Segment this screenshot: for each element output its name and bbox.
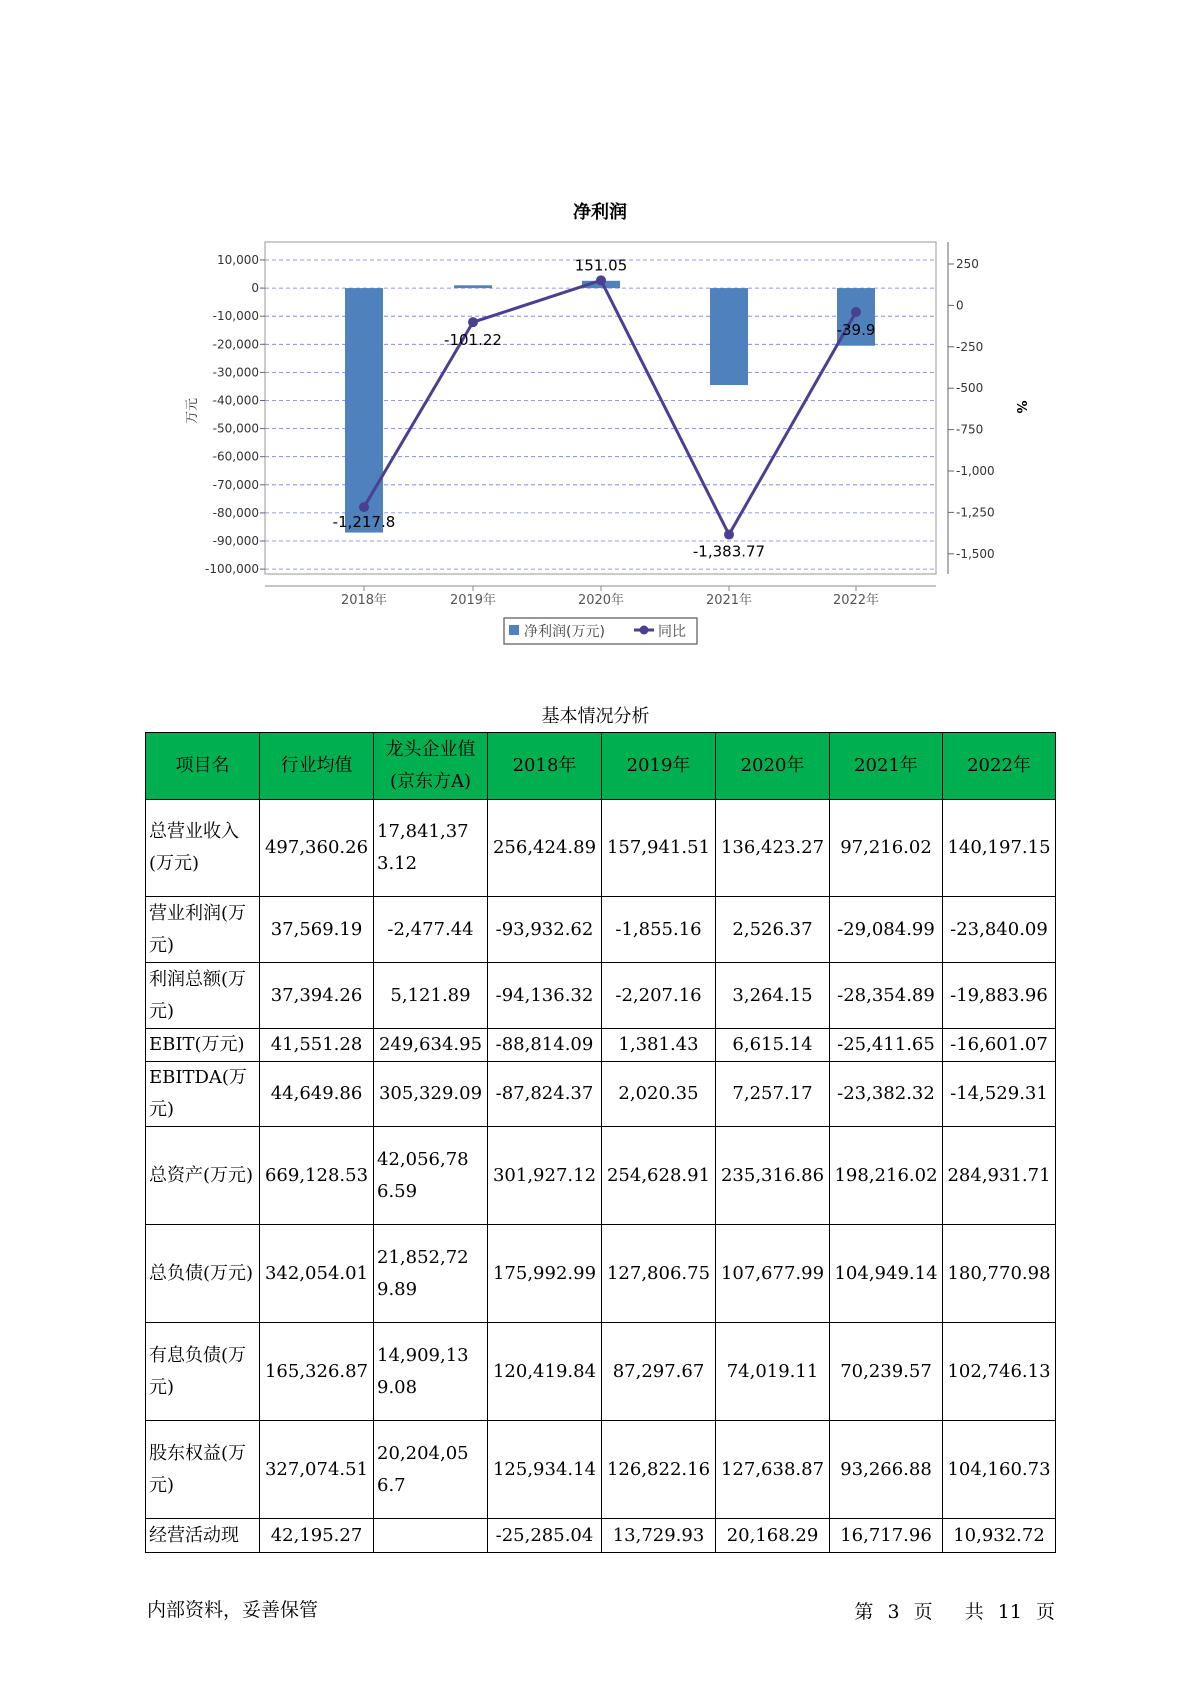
value-cell: 126,822.16 <box>602 1421 716 1519</box>
yoy-point <box>851 307 861 317</box>
table-row <box>146 963 1056 1029</box>
value-cell: -93,932.62 <box>488 897 602 963</box>
row-label-cell: 利润总额(万元) <box>146 963 260 1029</box>
footer-page-indicator <box>854 1597 1055 1624</box>
value-cell: 175,992.99 <box>488 1225 602 1323</box>
right-tick-label: 250 <box>956 257 979 271</box>
value-cell: 198,216.02 <box>830 1127 943 1225</box>
value-cell <box>374 1519 488 1553</box>
row-label-cell: 经营活动现 <box>146 1519 260 1553</box>
value-cell: 301,927.12 <box>488 1127 602 1225</box>
total-unit: 页 <box>1035 1601 1055 1623</box>
value-cell: 1,381.43 <box>602 1029 716 1062</box>
value-cell: 136,423.27 <box>716 800 830 897</box>
right-axis-label: % <box>1013 400 1028 414</box>
value-cell: 140,197.15 <box>943 800 1056 897</box>
row-label-cell: 总营业收入(万元) <box>146 800 260 897</box>
value-cell: 37,394.26 <box>260 963 374 1029</box>
net-profit-bar <box>710 288 748 385</box>
value-cell: 127,638.87 <box>716 1421 830 1519</box>
value-cell: 42,056,786.59 <box>374 1127 488 1225</box>
yoy-point <box>724 530 734 540</box>
table-row <box>146 1323 1056 1421</box>
table-row <box>146 1127 1056 1225</box>
table-row <box>146 1519 1056 1553</box>
value-cell: 256,424.89 <box>488 800 602 897</box>
value-cell: 6,615.14 <box>716 1029 830 1062</box>
yoy-point <box>359 502 369 512</box>
value-cell: 107,677.99 <box>716 1225 830 1323</box>
row-label-cell: EBIT(万元) <box>146 1029 260 1062</box>
left-tick-label: 0 <box>251 281 259 296</box>
net-profit-bar <box>345 288 383 532</box>
left-tick-label: 10,000 <box>217 253 259 267</box>
basic-analysis-table <box>145 732 1056 1553</box>
value-cell: 42,195.27 <box>260 1519 374 1553</box>
value-cell: 284,931.71 <box>943 1127 1056 1225</box>
value-cell: 2,526.37 <box>716 897 830 963</box>
right-tick-label: -1,500 <box>956 546 995 561</box>
value-cell: 13,729.93 <box>602 1519 716 1553</box>
right-tick-label: -1,000 <box>956 464 995 478</box>
header-cell: 2019年 <box>602 733 716 800</box>
net-profit-bar <box>454 285 492 288</box>
table-row <box>146 1062 1056 1127</box>
row-label-cell: 股东权益(万元) <box>146 1421 260 1519</box>
page-number: 3 <box>887 1601 900 1623</box>
left-axis-label: 万元 <box>185 397 200 425</box>
left-tick-label: -40,000 <box>212 393 259 408</box>
left-tick-label: -70,000 <box>212 477 259 492</box>
header-cell: 2020年 <box>716 733 830 800</box>
row-label-cell: 有息负债(万元) <box>146 1323 260 1421</box>
table-row <box>146 1421 1056 1519</box>
value-cell: 669,128.53 <box>260 1127 374 1225</box>
x-tick-label: 2020年 <box>577 593 625 608</box>
yoy-data-label: -101.22 <box>444 331 502 350</box>
page-prefix: 第 <box>854 1601 874 1623</box>
header-cell: 2021年 <box>830 733 943 800</box>
value-cell: 17,841,373.12 <box>374 800 488 897</box>
right-tick-label: -1,250 <box>956 505 995 520</box>
left-tick-label: -100,000 <box>205 562 259 577</box>
chart-legend <box>504 618 697 644</box>
x-tick-label: 2021年 <box>705 593 753 608</box>
header-cell: 2018年 <box>488 733 602 800</box>
value-cell: 165,326.87 <box>260 1323 374 1421</box>
right-y-axis <box>948 242 995 574</box>
value-cell: 2,020.35 <box>602 1062 716 1127</box>
value-cell: 327,074.51 <box>260 1421 374 1519</box>
right-tick-label: 0 <box>956 298 964 313</box>
x-tick-label: 2018年 <box>340 593 388 608</box>
value-cell: 125,934.14 <box>488 1421 602 1519</box>
value-cell: -23,382.32 <box>830 1062 943 1127</box>
value-cell: -19,883.96 <box>943 963 1056 1029</box>
value-cell: -2,477.44 <box>374 897 488 963</box>
value-cell: 44,649.86 <box>260 1062 374 1127</box>
value-cell: -1,855.16 <box>602 897 716 963</box>
left-tick-label: -30,000 <box>212 365 259 380</box>
value-cell: 120,419.84 <box>488 1323 602 1421</box>
value-cell: 21,852,729.89 <box>374 1225 488 1323</box>
value-cell: 249,634.95 <box>374 1029 488 1062</box>
legend-line-label: 同比 <box>658 624 686 640</box>
legend-line-marker <box>640 626 649 635</box>
yoy-data-label: -1,217.8 <box>332 513 396 532</box>
row-label-cell: 总资产(万元) <box>146 1127 260 1225</box>
legend-bar-label: 净利润(万元) <box>524 624 605 640</box>
value-cell: 20,168.29 <box>716 1519 830 1553</box>
row-label-cell: EBITDA(万元) <box>146 1062 260 1127</box>
value-cell: 93,266.88 <box>830 1421 943 1519</box>
value-cell: 180,770.98 <box>943 1225 1056 1323</box>
value-cell: -16,601.07 <box>943 1029 1056 1062</box>
value-cell: -14,529.31 <box>943 1062 1056 1127</box>
footer-confidential-note: 内部资料，妥善保管 <box>147 1599 319 1621</box>
x-tick-label: 2022年 <box>832 593 880 608</box>
left-tick-label: -50,000 <box>212 421 259 436</box>
left-tick-label: -80,000 <box>212 505 259 520</box>
value-cell: 497,360.26 <box>260 800 374 897</box>
value-cell: 16,717.96 <box>830 1519 943 1553</box>
yoy-point <box>468 317 478 327</box>
net-profit-chart <box>0 0 1191 700</box>
x-tick-label: 2019年 <box>449 593 497 608</box>
value-cell: 254,628.91 <box>602 1127 716 1225</box>
value-cell: 37,569.19 <box>260 897 374 963</box>
value-cell: -2,207.16 <box>602 963 716 1029</box>
value-cell: 127,806.75 <box>602 1225 716 1323</box>
table-caption: 基本情况分析 <box>541 706 650 727</box>
header-cell: 2022年 <box>943 733 1056 800</box>
value-cell: 5,121.89 <box>374 963 488 1029</box>
value-cell: -25,285.04 <box>488 1519 602 1553</box>
value-cell: 104,949.14 <box>830 1225 943 1323</box>
yoy-point <box>596 275 606 285</box>
row-label-cell: 营业利润(万元) <box>146 897 260 963</box>
value-cell: 102,746.13 <box>943 1323 1056 1421</box>
value-cell: 3,264.15 <box>716 963 830 1029</box>
value-cell: 87,297.67 <box>602 1323 716 1421</box>
value-cell: 342,054.01 <box>260 1225 374 1323</box>
value-cell: -88,814.09 <box>488 1029 602 1062</box>
value-cell: -29,084.99 <box>830 897 943 963</box>
value-cell: 157,941.51 <box>602 800 716 897</box>
value-cell: 305,329.09 <box>374 1062 488 1127</box>
value-cell: -25,411.65 <box>830 1029 943 1062</box>
chart-title: 净利润 <box>573 202 627 223</box>
right-tick-label: -500 <box>956 381 984 396</box>
page-unit: 页 <box>913 1601 933 1623</box>
value-cell: 70,239.57 <box>830 1323 943 1421</box>
value-cell: 14,909,139.08 <box>374 1323 488 1421</box>
value-cell: 74,019.11 <box>716 1323 830 1421</box>
value-cell: 104,160.73 <box>943 1421 1056 1519</box>
left-tick-label: -20,000 <box>212 337 259 352</box>
value-cell: -28,354.89 <box>830 963 943 1029</box>
yoy-data-label: 151.05 <box>574 256 628 275</box>
header-cell: 项目名 <box>146 733 260 800</box>
total-pages: 11 <box>997 1601 1022 1623</box>
table-row <box>146 800 1056 897</box>
left-y-axis <box>205 253 265 576</box>
left-tick-label: -90,000 <box>212 534 259 548</box>
table-row <box>146 1029 1056 1062</box>
value-cell: 235,316.86 <box>716 1127 830 1225</box>
legend-bar-swatch <box>509 625 519 635</box>
value-cell: 20,204,056.7 <box>374 1421 488 1519</box>
left-tick-label: -10,000 <box>212 309 259 324</box>
value-cell: -94,136.32 <box>488 963 602 1029</box>
table-row <box>146 897 1056 963</box>
row-label-cell: 总负债(万元) <box>146 1225 260 1323</box>
right-tick-label: -750 <box>956 422 984 437</box>
value-cell: 41,551.28 <box>260 1029 374 1062</box>
header-cell: 龙头企业值(京东方A) <box>374 733 488 800</box>
left-tick-label: -60,000 <box>212 449 259 464</box>
table-header-row <box>146 733 1056 800</box>
value-cell: -87,824.37 <box>488 1062 602 1127</box>
yoy-data-label: -1,383.77 <box>692 542 766 561</box>
value-cell: 7,257.17 <box>716 1062 830 1127</box>
value-cell: 10,932.72 <box>943 1519 1056 1553</box>
value-cell: 97,216.02 <box>830 800 943 897</box>
right-tick-label: -250 <box>956 339 984 354</box>
value-cell: -23,840.09 <box>943 897 1056 963</box>
yoy-data-label: -39.9 <box>836 321 876 340</box>
header-cell: 行业均值 <box>260 733 374 800</box>
total-prefix: 共 <box>964 1601 984 1623</box>
table-row <box>146 1225 1056 1323</box>
x-axis <box>265 586 936 608</box>
